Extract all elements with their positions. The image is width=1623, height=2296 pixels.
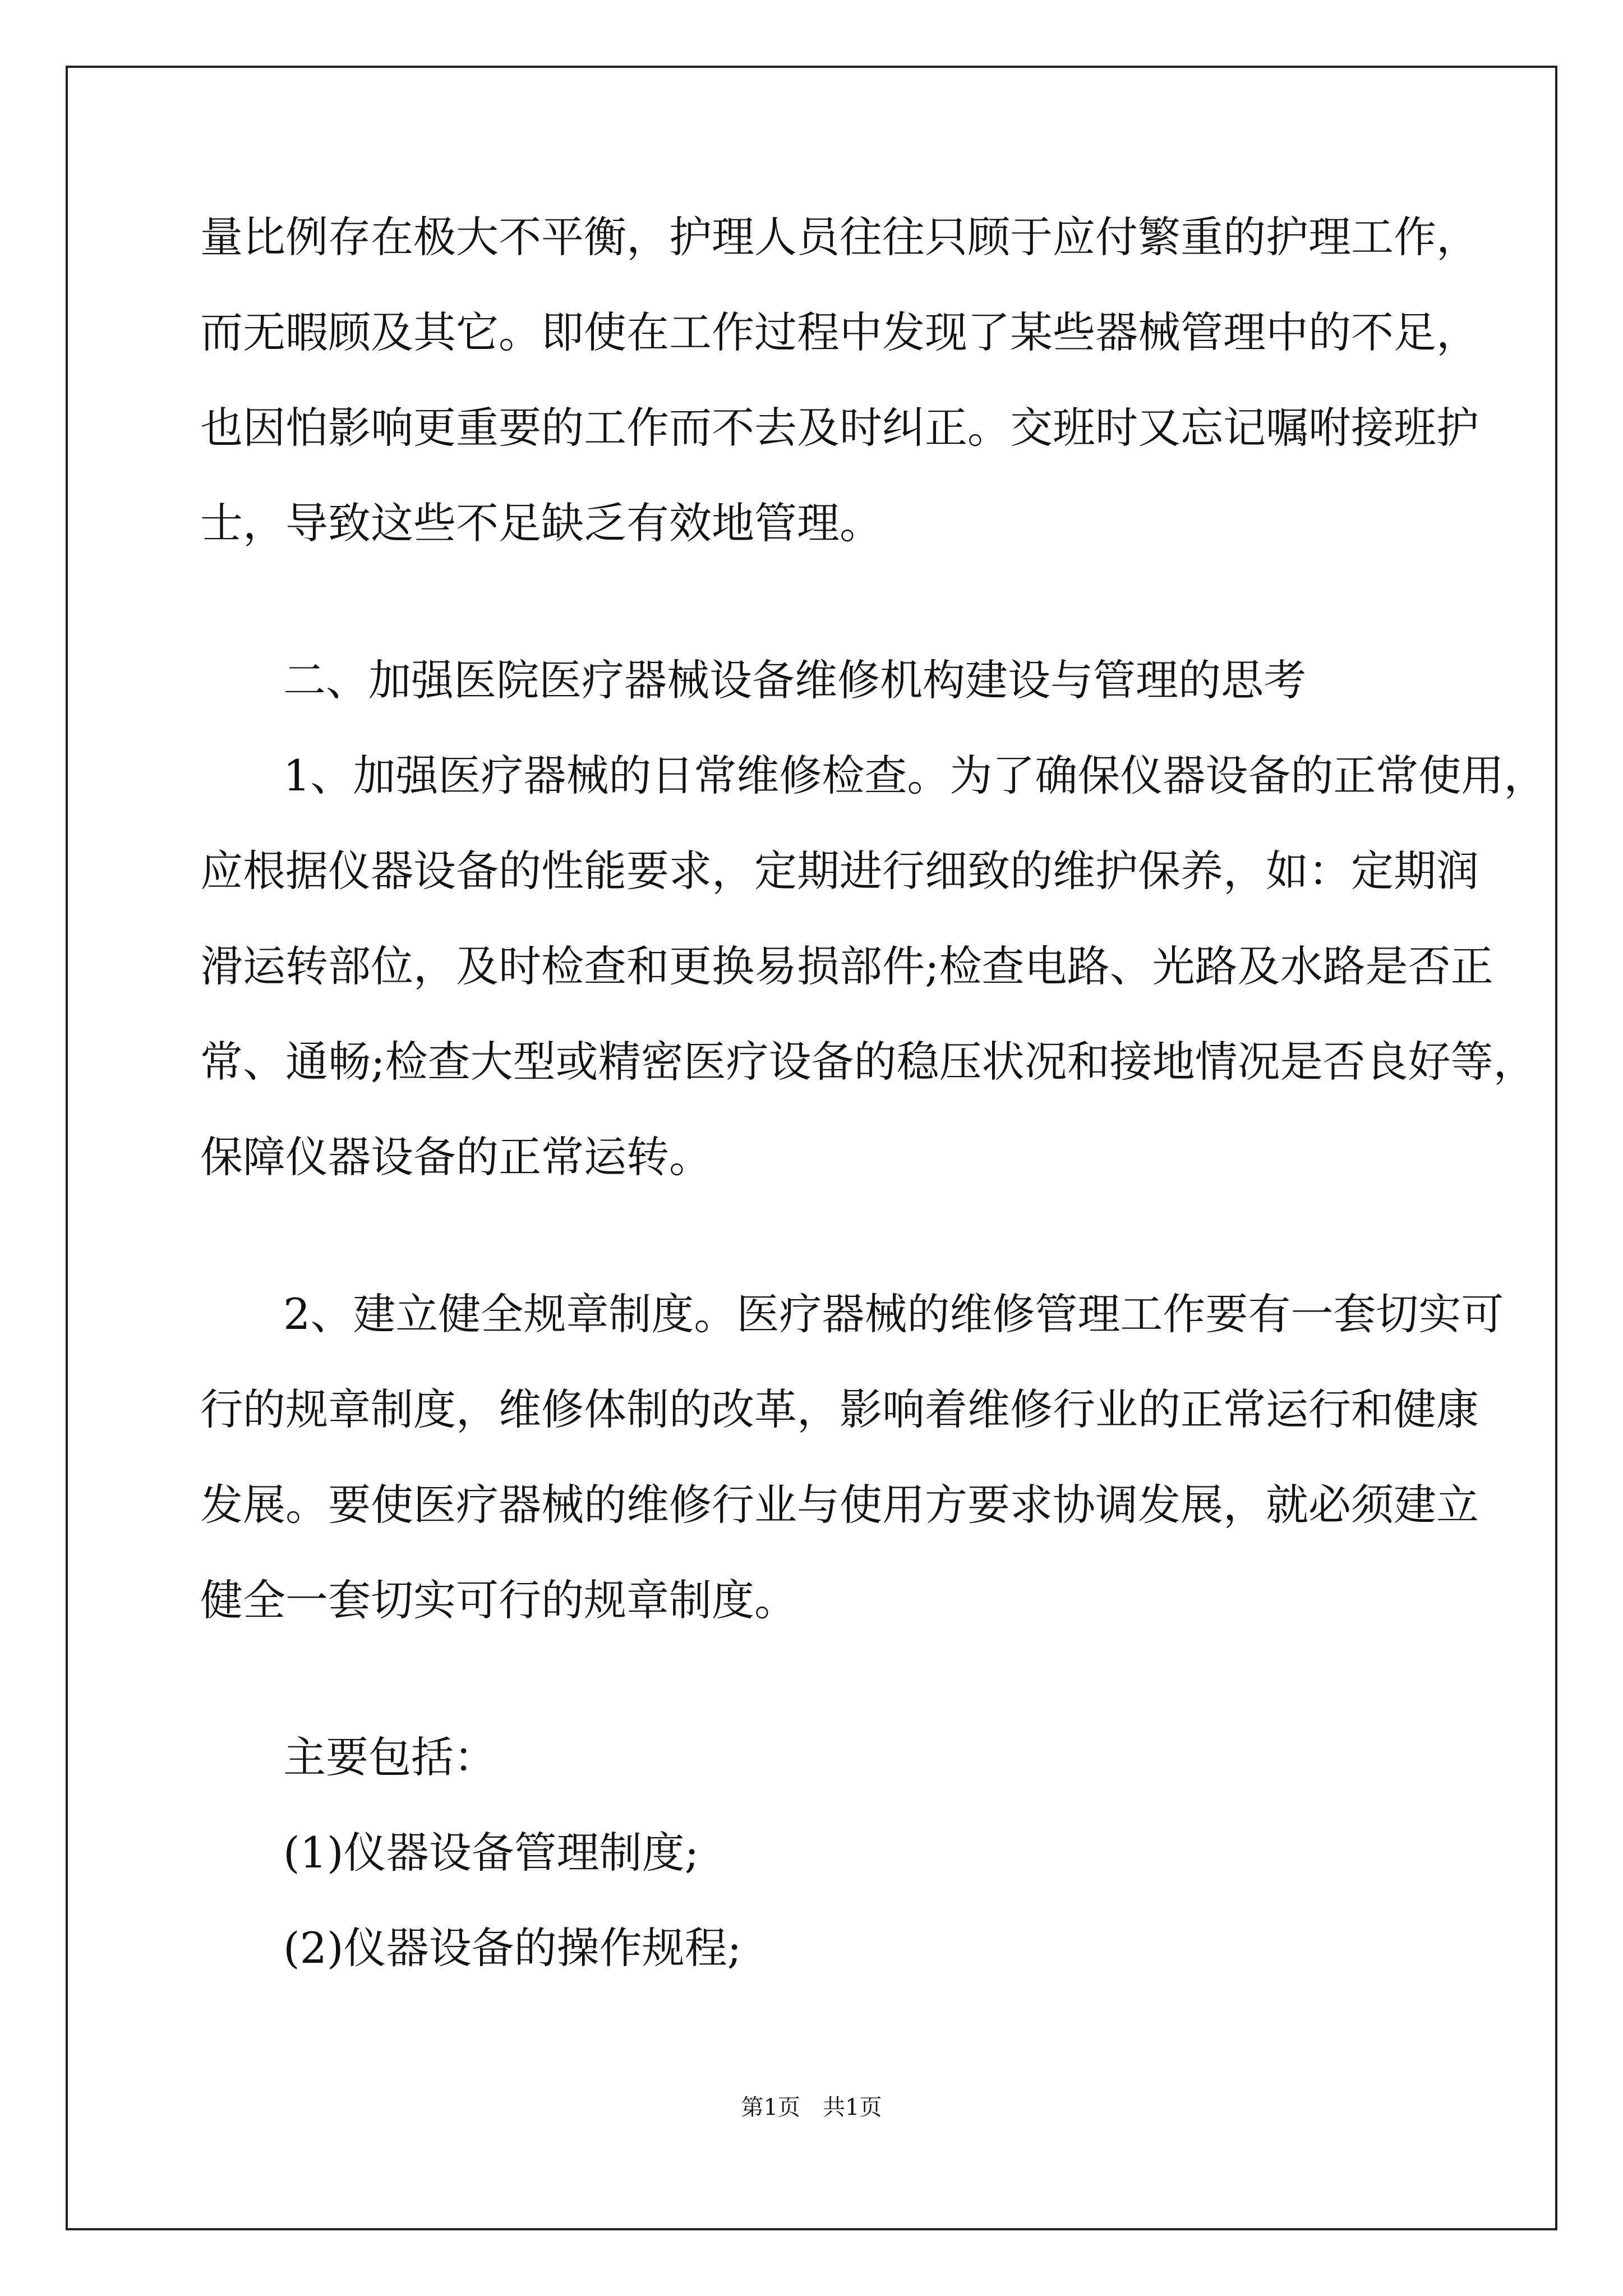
- text-line-1: 量 比 例 存 在 极 大 不 平 衡 ， 护 理 人 员 往 往 只 顾 于 应 付 繁 重 的 护 理 工 作 ，: [200, 212, 1479, 262]
- page-footer: 第1页 共1页: [741, 2095, 882, 2120]
- text-line-6: 1 、 加 强 医 疗 器 械 的 日 常 维 修 检 查 。 为 了 确 保 仪 器 设 备 的 正 常 使 用 ，: [283, 751, 1547, 800]
- text-line-12: 行 的 规 章 制 度 ， 维 修 体 制 的 改 革 ， 影 响 着 维 修 行 业 的 正 常 运 行 和 健 康: [200, 1384, 1479, 1434]
- text-line-10: 保障仪器设备的正常运转。: [200, 1132, 712, 1182]
- text-line-9: 常 、 通 畅 ; 检 查 大 型 或 精 密 医 疗 设 备 的 稳 压 状 况 和 接 地 情 况 是 否 良 好 等 ，: [200, 1037, 1536, 1087]
- text-line-3: 也 因 怕 影 响 更 重 要 的 工 作 而 不 去 及 时 纠 正 。 交 班 时 又 忘 记 嘱 咐 接 班 护: [200, 403, 1479, 453]
- text-line-4: 士，导致这些不足缺乏有效地管理。: [200, 498, 882, 548]
- list-item-2: (2)仪器设备的操作规程;: [283, 1923, 742, 1973]
- text-line-2: 而 无 暇 顾 及 其 它 。 即 使 在 工 作 过 程 中 发 现 了 某 些 器 械 管 理 中 的 不 足 ，: [200, 307, 1479, 357]
- text-line-7: 应 根 据 仪 器 设 备 的 性 能 要 求 ， 定 期 进 行 细 致 的 维 护 保 养 ， 如 ： 定 期 润: [200, 846, 1479, 896]
- text-line-15: 主要包括：: [283, 1732, 496, 1782]
- list-item-1: (1)仪器设备管理制度;: [283, 1828, 699, 1878]
- text-line-11: 2 、 建 立 健 全 规 章 制 度 。 医 疗 器 械 的 维 修 管 理 工 作 要 有 一 套 切 实 可: [283, 1289, 1504, 1339]
- text-line-13: 发 展 。 要 使 医 疗 器 械 的 维 修 行 业 与 使 用 方 要 求 协 调 发 展 ， 就 必 须 建 立: [200, 1480, 1479, 1530]
- section-heading: 二、加强医院医疗器械设备维修机构建设与管理的思考: [283, 655, 1306, 705]
- text-line-14: 健全一套切实可行的规章制度。: [200, 1575, 797, 1625]
- text-line-8: 滑 运 转 部 位 ， 及 时 检 查 和 更 换 易 损 部 件 ; 检 查 电 路 、 光 路 及 水 路 是 否 正: [200, 941, 1493, 991]
